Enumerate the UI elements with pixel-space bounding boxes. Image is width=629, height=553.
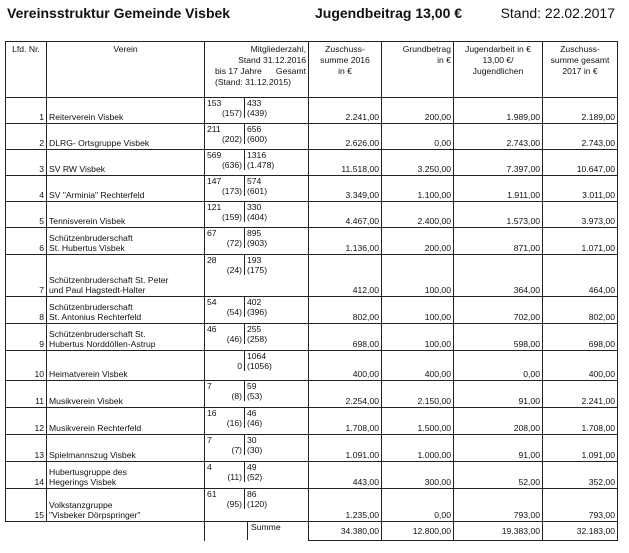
members-total: 574 (601) bbox=[247, 176, 268, 196]
jugendarbeit: 871,00 bbox=[454, 228, 543, 255]
zuschuss-2017: 464,00 bbox=[543, 255, 618, 297]
table-row bbox=[6, 489, 618, 522]
member-counts bbox=[205, 202, 309, 228]
table-row bbox=[6, 124, 618, 150]
members-total: 86 (120) bbox=[247, 489, 268, 509]
grundbetrag: 100,00 bbox=[382, 324, 454, 351]
zuschuss-2016: 443,00 bbox=[309, 462, 382, 489]
members-total: 255 (258) bbox=[247, 324, 268, 344]
jugendarbeit: 364,00 bbox=[454, 255, 543, 297]
jugendarbeit: 2.743,00 bbox=[454, 124, 543, 150]
members-youth: 7 (8) bbox=[205, 381, 245, 401]
member-counts bbox=[205, 324, 309, 351]
zuschuss-2017: 802,00 bbox=[543, 297, 618, 324]
row-number: 3 bbox=[6, 150, 47, 176]
zuschuss-2017: 793,00 bbox=[543, 489, 618, 522]
row-number: 12 bbox=[6, 408, 47, 435]
row-number: 2 bbox=[6, 124, 47, 150]
grundbetrag: 200,00 bbox=[382, 98, 454, 124]
zuschuss-2017: 2.189,00 bbox=[543, 98, 618, 124]
zuschuss-2017: 352,00 bbox=[543, 462, 618, 489]
zuschuss-2016: 1.136,00 bbox=[309, 228, 382, 255]
jugendarbeit: 1.989,00 bbox=[454, 98, 543, 124]
club-name: Reiterverein Visbek bbox=[47, 98, 205, 124]
member-counts bbox=[205, 381, 309, 408]
jugendarbeit: 1.573,00 bbox=[454, 202, 543, 228]
date-stand-label: Stand: 22.02.2017 bbox=[500, 5, 615, 21]
club-name: Heimatverein Visbek bbox=[47, 351, 205, 381]
row-number: 15 bbox=[6, 489, 47, 522]
sum-zuschuss-2017: 32.183,00 bbox=[543, 522, 618, 541]
row-number: 10 bbox=[6, 351, 47, 381]
youth-contribution-label: Jugendbeitrag 13,00 € bbox=[315, 5, 463, 21]
club-name: Volkstanzgruppe "Visbeker Dörpspringer" bbox=[47, 489, 205, 522]
row-number: 13 bbox=[6, 435, 47, 462]
table-row bbox=[6, 408, 618, 435]
club-name: Musikverein Rechterfeld bbox=[47, 408, 205, 435]
zuschuss-2016: 400,00 bbox=[309, 351, 382, 381]
zuschuss-2016: 11.518,00 bbox=[309, 150, 382, 176]
grundbetrag: 2.400,00 bbox=[382, 202, 454, 228]
zuschuss-2016: 2.241,00 bbox=[309, 98, 382, 124]
member-counts bbox=[205, 297, 309, 324]
members-total: 1316 (1.478) bbox=[247, 150, 275, 170]
members-total: 46 (46) bbox=[247, 408, 263, 428]
club-name: DLRG- Ortsgruppe Visbek bbox=[47, 124, 205, 150]
table-header-row bbox=[6, 42, 618, 98]
club-name: Schützenbruderschaft St. Antonius Rechterfeld bbox=[47, 297, 205, 324]
members-total: 656 (600) bbox=[247, 124, 268, 144]
table-row bbox=[6, 176, 618, 202]
members-youth: 54 (54) bbox=[205, 297, 245, 317]
jugendarbeit: 52,00 bbox=[454, 462, 543, 489]
members-total: 30 (30) bbox=[247, 435, 263, 455]
club-name: Spielmannszug Visbek bbox=[47, 435, 205, 462]
zuschuss-2016: 802,00 bbox=[309, 297, 382, 324]
member-counts bbox=[205, 489, 309, 522]
members-youth: 16 (16) bbox=[205, 408, 245, 428]
table-row bbox=[6, 381, 618, 408]
grundbetrag: 400,00 bbox=[382, 351, 454, 381]
jugendarbeit: 91,00 bbox=[454, 381, 543, 408]
zuschuss-2017: 2.743,00 bbox=[543, 124, 618, 150]
col-header-verein: Verein bbox=[47, 42, 205, 98]
table-row bbox=[6, 202, 618, 228]
members-youth: 147 (173) bbox=[205, 176, 245, 196]
row-number: 9 bbox=[6, 324, 47, 351]
table-row bbox=[6, 255, 618, 297]
zuschuss-2017: 3.973,00 bbox=[543, 202, 618, 228]
zuschuss-2016: 3.349,00 bbox=[309, 176, 382, 202]
col-header-mitglieder: Mitgliederzahl, Stand 31.12.2016 bis 17 Jahre Gesamt (Stand: 31.12.2015) bbox=[205, 42, 309, 98]
grundbetrag: 100,00 bbox=[382, 255, 454, 297]
table-row bbox=[6, 98, 618, 124]
member-counts bbox=[205, 435, 309, 462]
members-total: 193 (175) bbox=[247, 255, 268, 275]
club-name: Musikverein Visbek bbox=[47, 381, 205, 408]
member-counts bbox=[205, 98, 309, 124]
jugendarbeit: 598,00 bbox=[454, 324, 543, 351]
row-number: 14 bbox=[6, 462, 47, 489]
members-youth: 46 (46) bbox=[205, 324, 245, 344]
club-name: Hubertusgruppe des Hegerings Visbek bbox=[47, 462, 205, 489]
row-number: 4 bbox=[6, 176, 47, 202]
zuschuss-2016: 2.254,00 bbox=[309, 381, 382, 408]
members-youth: 61 (95) bbox=[205, 489, 245, 509]
col-header-zuschuss-2017: Zuschuss- summe gesamt 2017 in € bbox=[543, 42, 618, 98]
table-row bbox=[6, 435, 618, 462]
grundbetrag: 0,00 bbox=[382, 489, 454, 522]
zuschuss-2016: 412,00 bbox=[309, 255, 382, 297]
members-youth: 153 (157) bbox=[205, 98, 245, 118]
row-number: 1 bbox=[6, 98, 47, 124]
club-name: Tennisverein Visbek bbox=[47, 202, 205, 228]
zuschuss-2017: 1.071,00 bbox=[543, 228, 618, 255]
table-row bbox=[6, 297, 618, 324]
grundbetrag: 1.000,00 bbox=[382, 435, 454, 462]
member-counts bbox=[205, 351, 309, 381]
sum-spacer bbox=[205, 522, 309, 541]
club-name: Schützenbruderschaft St. Peter und Paul Hagstedt-Halter bbox=[47, 255, 205, 297]
members-total: 49 (52) bbox=[247, 462, 263, 482]
row-number: 8 bbox=[6, 297, 47, 324]
zuschuss-2016: 1.708,00 bbox=[309, 408, 382, 435]
grundbetrag: 200,00 bbox=[382, 228, 454, 255]
grundbetrag: 300,00 bbox=[382, 462, 454, 489]
member-counts bbox=[205, 255, 309, 297]
sum-spacer bbox=[6, 522, 47, 541]
jugendarbeit: 91,00 bbox=[454, 435, 543, 462]
members-total: 330 (404) bbox=[247, 202, 268, 222]
grundbetrag: 3.250,00 bbox=[382, 150, 454, 176]
members-youth: 211 (202) bbox=[205, 124, 245, 144]
jugendarbeit: 7.397,00 bbox=[454, 150, 543, 176]
club-structure-table bbox=[5, 41, 618, 541]
zuschuss-2017: 1.708,00 bbox=[543, 408, 618, 435]
row-number: 7 bbox=[6, 255, 47, 297]
club-name: Schützenbruderschaft St. Hubertus Norddöllen-Astrup bbox=[47, 324, 205, 351]
member-counts bbox=[205, 124, 309, 150]
row-number: 5 bbox=[6, 202, 47, 228]
table-row bbox=[6, 462, 618, 489]
table-row bbox=[6, 150, 618, 176]
sum-label: Summe bbox=[251, 522, 281, 532]
table-row bbox=[6, 351, 618, 381]
jugendarbeit: 208,00 bbox=[454, 408, 543, 435]
zuschuss-2016: 1.091,00 bbox=[309, 435, 382, 462]
zuschuss-2016: 4.467,00 bbox=[309, 202, 382, 228]
grundbetrag: 1.500,00 bbox=[382, 408, 454, 435]
grundbetrag: 100,00 bbox=[382, 297, 454, 324]
row-number: 11 bbox=[6, 381, 47, 408]
members-total: 895 (903) bbox=[247, 228, 268, 248]
jugendarbeit: 1.911,00 bbox=[454, 176, 543, 202]
jugendarbeit: 793,00 bbox=[454, 489, 543, 522]
members-total: 1064 (1056) bbox=[247, 351, 272, 371]
zuschuss-2017: 1.091,00 bbox=[543, 435, 618, 462]
members-youth: 121 (159) bbox=[205, 202, 245, 222]
members-youth: 67 (72) bbox=[205, 228, 245, 248]
members-total: 59 (53) bbox=[247, 381, 263, 401]
grundbetrag: 1.100,00 bbox=[382, 176, 454, 202]
member-counts bbox=[205, 228, 309, 255]
zuschuss-2016: 1.235,00 bbox=[309, 489, 382, 522]
col-header-jugendarbeit: Jugendarbeit in € 13,00 €/ Jugendlichen bbox=[454, 42, 543, 98]
zuschuss-2017: 10.647,00 bbox=[543, 150, 618, 176]
club-name: SV RW Visbek bbox=[47, 150, 205, 176]
grundbetrag: 0,00 bbox=[382, 124, 454, 150]
member-counts bbox=[205, 462, 309, 489]
zuschuss-2016: 2.626,00 bbox=[309, 124, 382, 150]
members-youth: 28 (24) bbox=[205, 255, 245, 275]
members-youth: 0 bbox=[205, 351, 245, 371]
club-name: SV "Arminia" Rechterfeld bbox=[47, 176, 205, 202]
members-youth: 4 (11) bbox=[205, 462, 245, 482]
zuschuss-2017: 400,00 bbox=[543, 351, 618, 381]
sum-grundbetrag: 12.800,00 bbox=[382, 522, 454, 541]
jugendarbeit: 702,00 bbox=[454, 297, 543, 324]
sum-zuschuss-2016: 34.380,00 bbox=[309, 522, 382, 541]
member-counts bbox=[205, 176, 309, 202]
sum-spacer bbox=[47, 522, 205, 541]
members-total: 433 (439) bbox=[247, 98, 268, 118]
members-total: 402 (396) bbox=[247, 297, 268, 317]
zuschuss-2017: 3.011,00 bbox=[543, 176, 618, 202]
table-row bbox=[6, 324, 618, 351]
zuschuss-2017: 698,00 bbox=[543, 324, 618, 351]
member-counts bbox=[205, 150, 309, 176]
table-row bbox=[6, 228, 618, 255]
members-youth: 569 (636) bbox=[205, 150, 245, 170]
jugendarbeit: 0,00 bbox=[454, 351, 543, 381]
zuschuss-2017: 2.241,00 bbox=[543, 381, 618, 408]
members-youth: 7 (7) bbox=[205, 435, 245, 455]
zuschuss-2016: 698,00 bbox=[309, 324, 382, 351]
document-title: Vereinsstruktur Gemeinde Visbek bbox=[7, 5, 231, 21]
col-header-zuschuss-2016: Zuschuss- summe 2016 in € bbox=[309, 42, 382, 98]
col-header-nr: Lfd. Nr. bbox=[6, 42, 47, 98]
sum-jugendarbeit: 19.383,00 bbox=[454, 522, 543, 541]
sum-row bbox=[6, 522, 618, 541]
club-name: Schützenbruderschaft St. Hubertus Visbek bbox=[47, 228, 205, 255]
grundbetrag: 2.150,00 bbox=[382, 381, 454, 408]
col-header-grundbetrag: Grundbetrag in € bbox=[382, 42, 454, 98]
member-counts bbox=[205, 408, 309, 435]
row-number: 6 bbox=[6, 228, 47, 255]
